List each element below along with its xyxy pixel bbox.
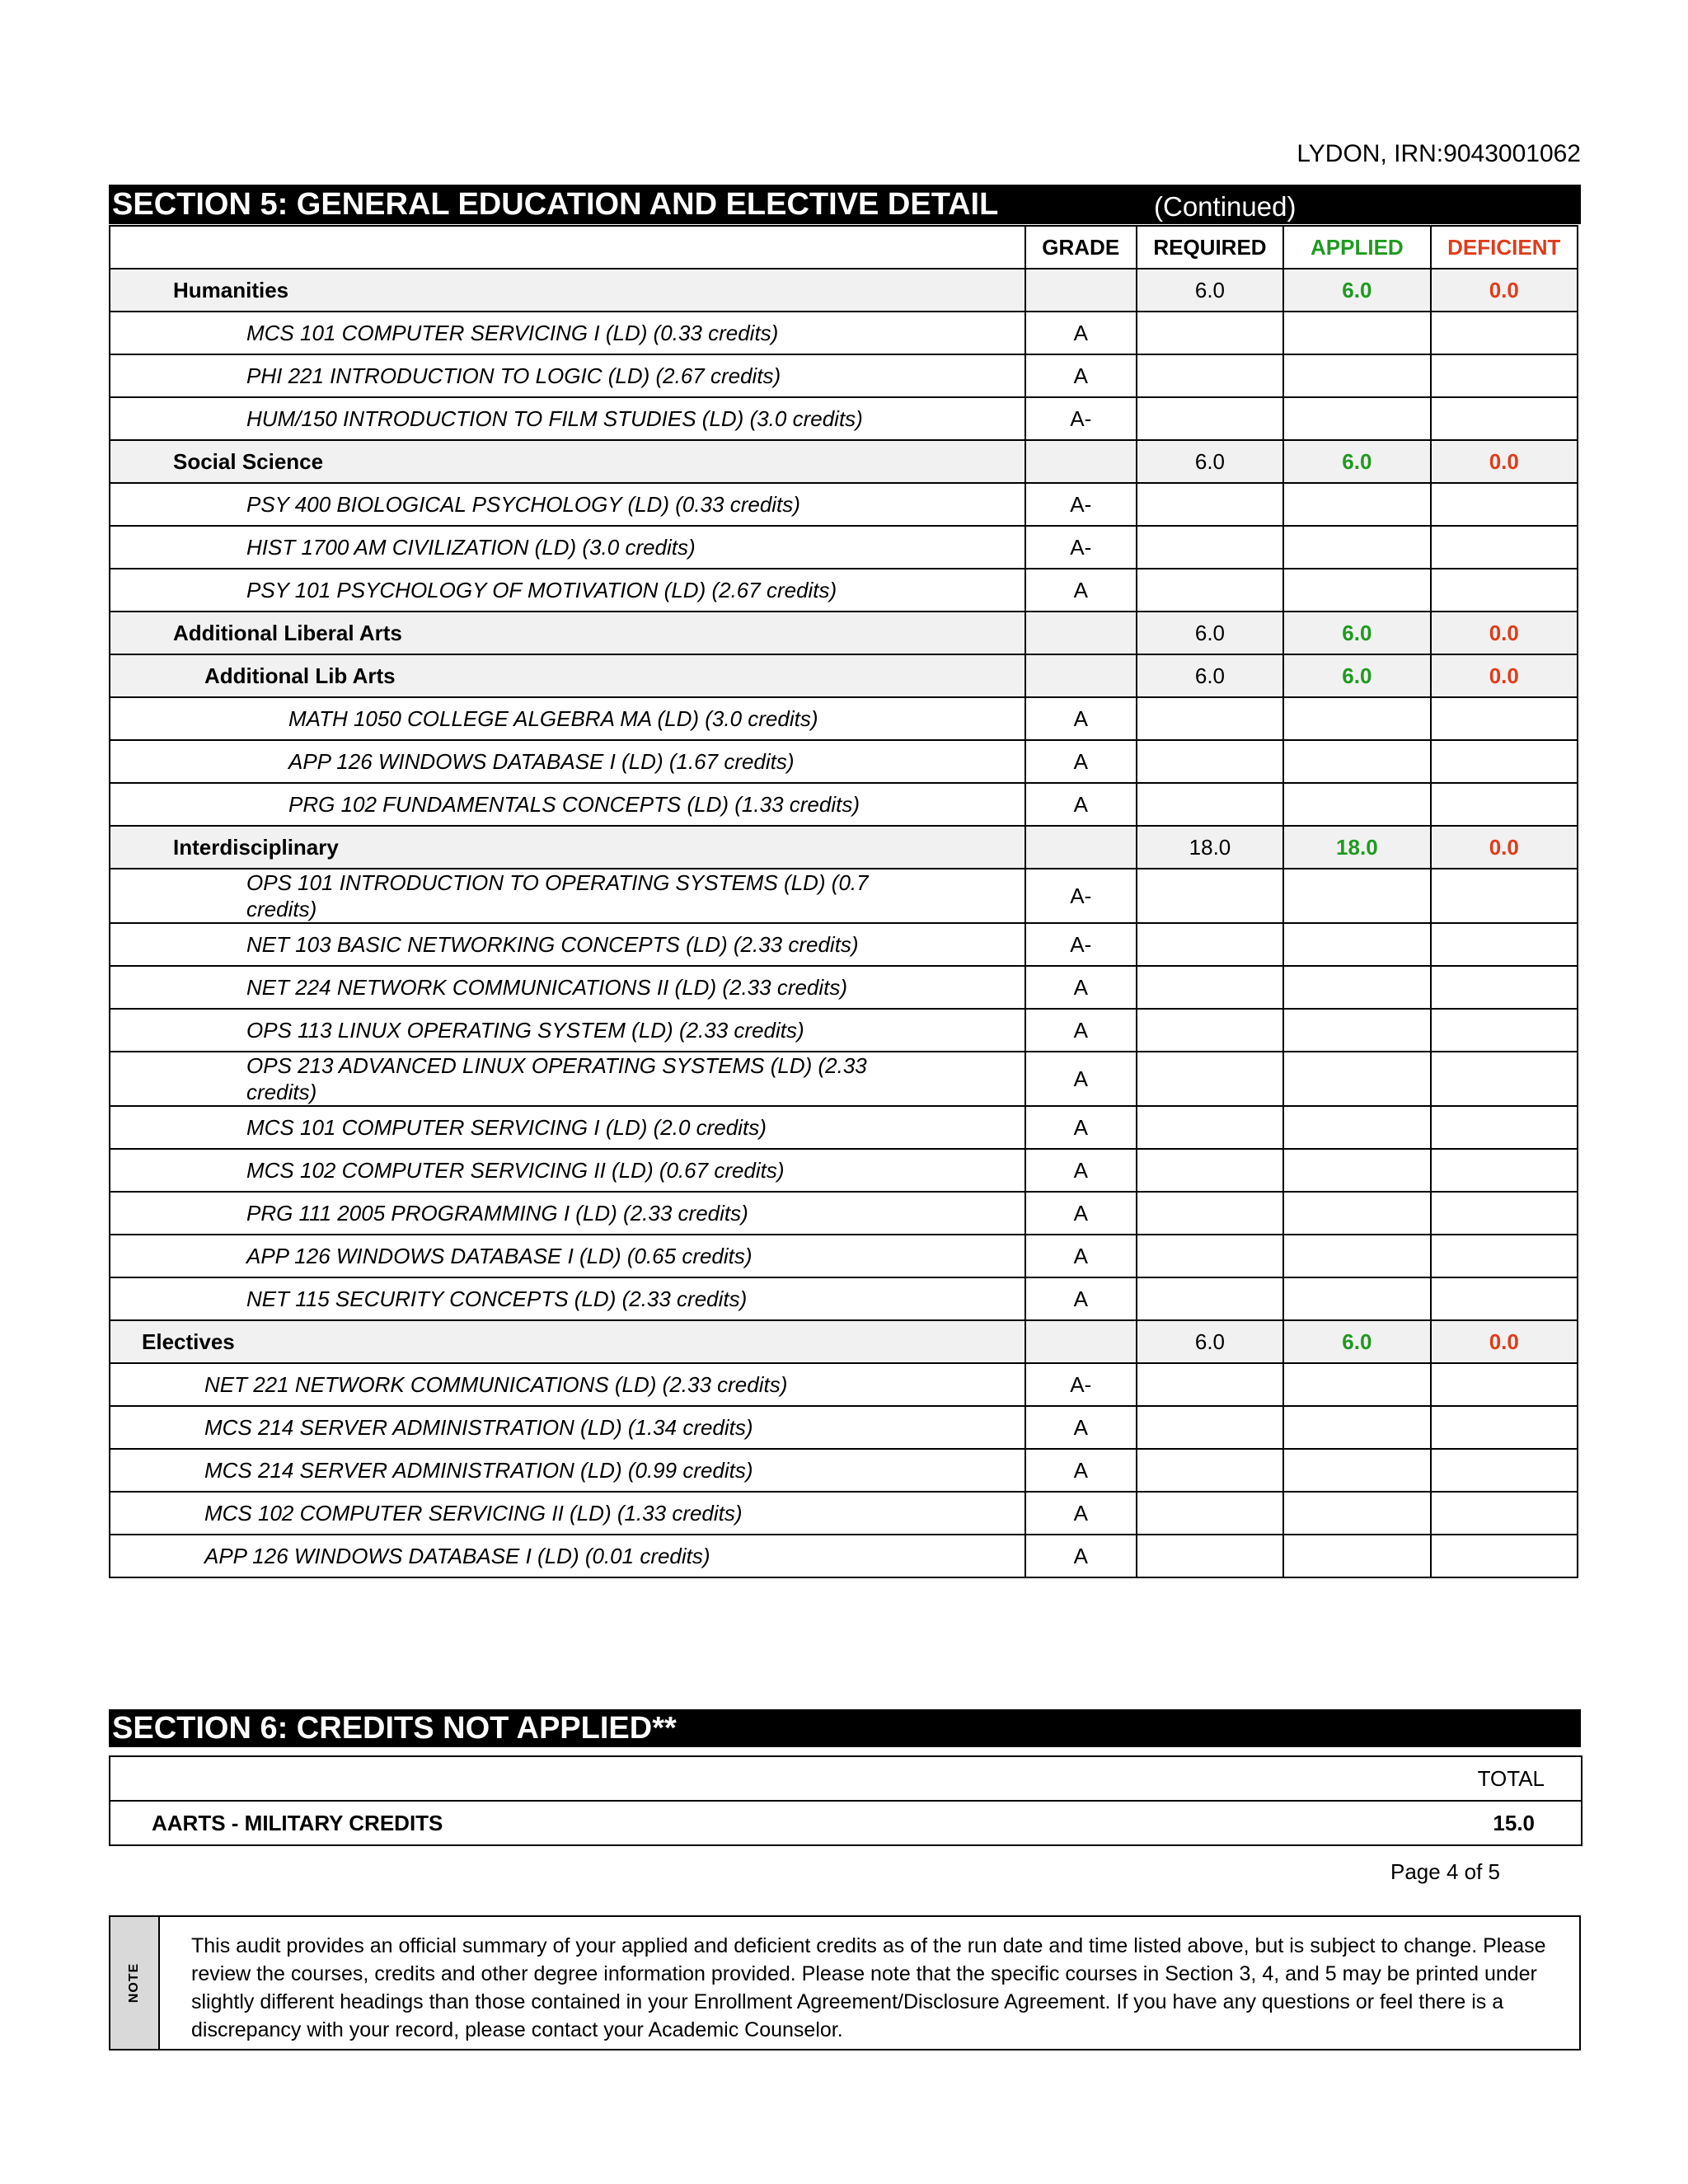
deficient-cell	[1431, 1406, 1578, 1449]
course-row	[110, 483, 1578, 526]
grade-cell: A	[1025, 1149, 1137, 1192]
grade-cell: A	[1025, 1235, 1137, 1277]
grade-cell	[1025, 826, 1137, 869]
section6-table	[109, 1755, 1582, 1846]
applied-cell	[1283, 1277, 1430, 1320]
grade-cell: A	[1025, 1106, 1137, 1149]
grade-cell	[1025, 654, 1137, 697]
course-name: NET 115 SECURITY CONCEPTS (LD) (2.33 credits)	[110, 1277, 1025, 1320]
category-row	[110, 654, 1578, 697]
section6-title-bar	[109, 1709, 1581, 1747]
required-cell	[1137, 1009, 1283, 1052]
course-row	[110, 1192, 1578, 1235]
category-name: Additional Lib Arts	[110, 654, 1025, 697]
grade-cell	[1025, 612, 1137, 654]
deficient-cell	[1431, 1052, 1578, 1106]
deficient-cell	[1431, 923, 1578, 966]
page-number: Page 4 of 5	[1390, 1859, 1500, 1884]
course-name: HIST 1700 AM CIVILIZATION (LD) (3.0 credits)	[110, 526, 1025, 569]
course-name	[110, 1052, 1025, 1106]
course-name: MCS 214 SERVER ADMINISTRATION (LD) (0.99 credits)	[110, 1449, 1025, 1492]
course-name: MATH 1050 COLLEGE ALGEBRA MA (LD) (3.0 credits)	[110, 697, 1025, 740]
deficient-cell	[1431, 869, 1578, 923]
deficient-cell	[1431, 1492, 1578, 1535]
course-name: NET 103 BASIC NETWORKING CONCEPTS (LD) (2.33 credits)	[110, 923, 1025, 966]
course-name: MCS 101 COMPUTER SERVICING I (LD) (2.0 credits)	[110, 1106, 1025, 1149]
header-deficient: DEFICIENT	[1431, 226, 1578, 269]
category-row	[110, 269, 1578, 312]
applied-cell	[1283, 1535, 1430, 1577]
category-name: Social Science	[110, 440, 1025, 483]
course-row	[110, 354, 1578, 397]
applied-cell	[1283, 1106, 1430, 1149]
course-name: NET 221 NETWORK COMMUNICATIONS (LD) (2.33 credits)	[110, 1363, 1025, 1406]
category-row	[110, 826, 1578, 869]
deficient-cell	[1431, 1535, 1578, 1577]
applied-cell	[1283, 1009, 1430, 1052]
applied-cell	[1283, 869, 1430, 923]
required-cell	[1137, 1449, 1283, 1492]
course-name-line2: credits)	[246, 897, 317, 921]
grade-cell: A	[1025, 354, 1137, 397]
deficient-cell: 0.0	[1431, 826, 1578, 869]
credit-name: AARTS - MILITARY CREDITS	[110, 1801, 1346, 1845]
required-cell: 6.0	[1137, 1320, 1283, 1363]
credit-total: 15.0	[1346, 1801, 1582, 1845]
course-name: MCS 102 COMPUTER SERVICING II (LD) (1.33 credits)	[110, 1492, 1025, 1535]
deficient-cell	[1431, 354, 1578, 397]
course-name: NET 224 NETWORK COMMUNICATIONS II (LD) (2.33 credits)	[110, 966, 1025, 1009]
deficient-cell	[1431, 697, 1578, 740]
course-row	[110, 1363, 1578, 1406]
section5-table	[109, 225, 1578, 1578]
grade-cell: A	[1025, 966, 1137, 1009]
required-cell	[1137, 1535, 1283, 1577]
required-cell: 6.0	[1137, 269, 1283, 312]
course-name: HUM/150 INTRODUCTION TO FILM STUDIES (LD) (3.0 credits)	[110, 397, 1025, 440]
course-name: OPS 113 LINUX OPERATING SYSTEM (LD) (2.33 credits)	[110, 1009, 1025, 1052]
category-row	[110, 440, 1578, 483]
course-name: APP 126 WINDOWS DATABASE I (LD) (0.01 credits)	[110, 1535, 1025, 1577]
deficient-cell	[1431, 397, 1578, 440]
note-text: This audit provides an official summary of your applied and deficient credits as of the run date and time listed above, but is subject to change. Please review the courses, credits and other degree information provided. Please note that the specific courses in Section 3, 4, and 5 may be printed under slightly different headings than those contained in your Enrollment Agreement/Disclosure Agreement. If you have any questions or feel there is a discrepancy with your record, please contact your Academic Counselor.	[191, 1934, 1546, 2041]
required-cell: 6.0	[1137, 440, 1283, 483]
applied-cell: 6.0	[1283, 1320, 1430, 1363]
required-cell	[1137, 1277, 1283, 1320]
section5-header-row	[110, 226, 1578, 269]
grade-cell: A	[1025, 783, 1137, 826]
applied-cell	[1283, 1052, 1430, 1106]
section5-title: SECTION 5: GENERAL EDUCATION AND ELECTIVE DETAIL	[112, 187, 999, 222]
course-name: MCS 214 SERVER ADMINISTRATION (LD) (1.34 credits)	[110, 1406, 1025, 1449]
deficient-cell	[1431, 740, 1578, 783]
deficient-cell	[1431, 1106, 1578, 1149]
grade-cell: A	[1025, 1277, 1137, 1320]
applied-cell: 6.0	[1283, 612, 1430, 654]
course-row	[110, 1406, 1578, 1449]
applied-cell	[1283, 1235, 1430, 1277]
student-id: LYDON, IRN:9043001062	[1296, 140, 1581, 167]
section6-title: SECTION 6: CREDITS NOT APPLIED**	[112, 1711, 677, 1746]
required-cell	[1137, 312, 1283, 354]
grade-cell	[1025, 1320, 1137, 1363]
applied-cell	[1283, 1406, 1430, 1449]
grade-cell: A	[1025, 1406, 1137, 1449]
grade-cell: A	[1025, 1052, 1137, 1106]
required-cell	[1137, 869, 1283, 923]
header-grade: GRADE	[1025, 226, 1137, 269]
grade-cell: A-	[1025, 483, 1137, 526]
header-blank	[110, 226, 1025, 269]
grade-cell: A-	[1025, 923, 1137, 966]
applied-cell	[1283, 397, 1430, 440]
required-cell: 6.0	[1137, 612, 1283, 654]
deficient-cell	[1431, 1235, 1578, 1277]
section5-title-bar	[109, 185, 1581, 224]
grade-cell: A	[1025, 1009, 1137, 1052]
course-row	[110, 783, 1578, 826]
deficient-cell: 0.0	[1431, 654, 1578, 697]
required-cell	[1137, 569, 1283, 612]
course-row	[110, 1492, 1578, 1535]
grade-cell: A-	[1025, 397, 1137, 440]
applied-cell	[1283, 966, 1430, 1009]
section6-header-row	[110, 1756, 1582, 1801]
required-cell	[1137, 740, 1283, 783]
applied-cell: 6.0	[1283, 440, 1430, 483]
category-name: Humanities	[110, 269, 1025, 312]
course-row	[110, 1009, 1578, 1052]
required-cell	[1137, 1052, 1283, 1106]
course-row	[110, 1052, 1578, 1106]
note-tab	[110, 1917, 160, 2049]
required-cell	[1137, 1192, 1283, 1235]
course-name-line1: OPS 213 ADVANCED LINUX OPERATING SYSTEMS (LD) (2.33	[246, 1053, 867, 1078]
grade-cell: A	[1025, 697, 1137, 740]
deficient-cell	[1431, 1009, 1578, 1052]
required-cell	[1137, 397, 1283, 440]
required-cell	[1137, 1235, 1283, 1277]
grade-cell: A	[1025, 1192, 1137, 1235]
course-row	[110, 397, 1578, 440]
applied-cell: 18.0	[1283, 826, 1430, 869]
section5-continued: (Continued)	[1154, 191, 1296, 222]
required-cell	[1137, 1492, 1283, 1535]
course-row	[110, 526, 1578, 569]
course-name-line1: OPS 101 INTRODUCTION TO OPERATING SYSTEMS (LD) (0.7	[246, 870, 869, 895]
applied-cell	[1283, 1149, 1430, 1192]
course-row	[110, 966, 1578, 1009]
course-name: PRG 111 2005 PROGRAMMING I (LD) (2.33 credits)	[110, 1192, 1025, 1235]
required-cell	[1137, 697, 1283, 740]
course-name	[110, 869, 1025, 923]
course-row	[110, 1149, 1578, 1192]
required-cell	[1137, 1149, 1283, 1192]
grade-cell: A	[1025, 312, 1137, 354]
deficient-cell	[1431, 783, 1578, 826]
section6-row	[110, 1801, 1582, 1845]
applied-cell	[1283, 923, 1430, 966]
grade-cell: A	[1025, 1535, 1137, 1577]
grade-cell: A-	[1025, 526, 1137, 569]
applied-cell: 6.0	[1283, 654, 1430, 697]
course-row	[110, 740, 1578, 783]
grade-cell: A-	[1025, 869, 1137, 923]
course-row	[110, 1535, 1578, 1577]
applied-cell	[1283, 740, 1430, 783]
deficient-cell	[1431, 526, 1578, 569]
category-name: Interdisciplinary	[110, 826, 1025, 869]
course-name: PSY 400 BIOLOGICAL PSYCHOLOGY (LD) (0.33 credits)	[110, 483, 1025, 526]
course-name: APP 126 WINDOWS DATABASE I (LD) (0.65 credits)	[110, 1235, 1025, 1277]
header-required: REQUIRED	[1137, 226, 1283, 269]
applied-cell	[1283, 1492, 1430, 1535]
required-cell	[1137, 923, 1283, 966]
applied-cell	[1283, 783, 1430, 826]
grade-cell: A	[1025, 1492, 1137, 1535]
course-row	[110, 1106, 1578, 1149]
deficient-cell	[1431, 312, 1578, 354]
grade-cell	[1025, 269, 1137, 312]
grade-cell	[1025, 440, 1137, 483]
grade-cell: A	[1025, 569, 1137, 612]
applied-cell	[1283, 697, 1430, 740]
deficient-cell	[1431, 1363, 1578, 1406]
applied-cell	[1283, 1192, 1430, 1235]
deficient-cell	[1431, 966, 1578, 1009]
deficient-cell	[1431, 1449, 1578, 1492]
deficient-cell	[1431, 1277, 1578, 1320]
deficient-cell	[1431, 1149, 1578, 1192]
total-label: TOTAL	[110, 1756, 1582, 1801]
applied-cell	[1283, 354, 1430, 397]
deficient-cell: 0.0	[1431, 269, 1578, 312]
applied-cell	[1283, 312, 1430, 354]
deficient-cell: 0.0	[1431, 1320, 1578, 1363]
course-row	[110, 923, 1578, 966]
applied-cell	[1283, 483, 1430, 526]
note-label: NOTE	[127, 1962, 141, 2004]
applied-cell	[1283, 1363, 1430, 1406]
course-name: PRG 102 FUNDAMENTALS CONCEPTS (LD) (1.33 credits)	[110, 783, 1025, 826]
note-box	[109, 1915, 1581, 2050]
header-applied: APPLIED	[1283, 226, 1430, 269]
grade-cell: A-	[1025, 1363, 1137, 1406]
course-name: PSY 101 PSYCHOLOGY OF MOTIVATION (LD) (2.67 credits)	[110, 569, 1025, 612]
category-row	[110, 1320, 1578, 1363]
course-row	[110, 1449, 1578, 1492]
course-row	[110, 569, 1578, 612]
course-name: APP 126 WINDOWS DATABASE I (LD) (1.67 credits)	[110, 740, 1025, 783]
course-name: MCS 101 COMPUTER SERVICING I (LD) (0.33 credits)	[110, 312, 1025, 354]
grade-cell: A	[1025, 740, 1137, 783]
applied-cell	[1283, 526, 1430, 569]
required-cell	[1137, 1106, 1283, 1149]
category-row	[110, 612, 1578, 654]
deficient-cell: 0.0	[1431, 612, 1578, 654]
course-row	[110, 312, 1578, 354]
required-cell: 18.0	[1137, 826, 1283, 869]
applied-cell: 6.0	[1283, 269, 1430, 312]
required-cell	[1137, 483, 1283, 526]
required-cell	[1137, 783, 1283, 826]
course-row	[110, 697, 1578, 740]
course-row	[110, 869, 1578, 923]
deficient-cell	[1431, 1192, 1578, 1235]
course-name: PHI 221 INTRODUCTION TO LOGIC (LD) (2.67 credits)	[110, 354, 1025, 397]
category-name: Additional Liberal Arts	[110, 612, 1025, 654]
required-cell	[1137, 966, 1283, 1009]
course-name-line2: credits)	[246, 1080, 317, 1104]
required-cell	[1137, 1363, 1283, 1406]
course-row	[110, 1277, 1578, 1320]
deficient-cell	[1431, 483, 1578, 526]
deficient-cell	[1431, 569, 1578, 612]
applied-cell	[1283, 1449, 1430, 1492]
category-name: Electives	[110, 1320, 1025, 1363]
required-cell	[1137, 354, 1283, 397]
course-name: MCS 102 COMPUTER SERVICING II (LD) (0.67 credits)	[110, 1149, 1025, 1192]
deficient-cell: 0.0	[1431, 440, 1578, 483]
required-cell	[1137, 1406, 1283, 1449]
applied-cell	[1283, 569, 1430, 612]
course-row	[110, 1235, 1578, 1277]
required-cell: 6.0	[1137, 654, 1283, 697]
required-cell	[1137, 526, 1283, 569]
grade-cell: A	[1025, 1449, 1137, 1492]
